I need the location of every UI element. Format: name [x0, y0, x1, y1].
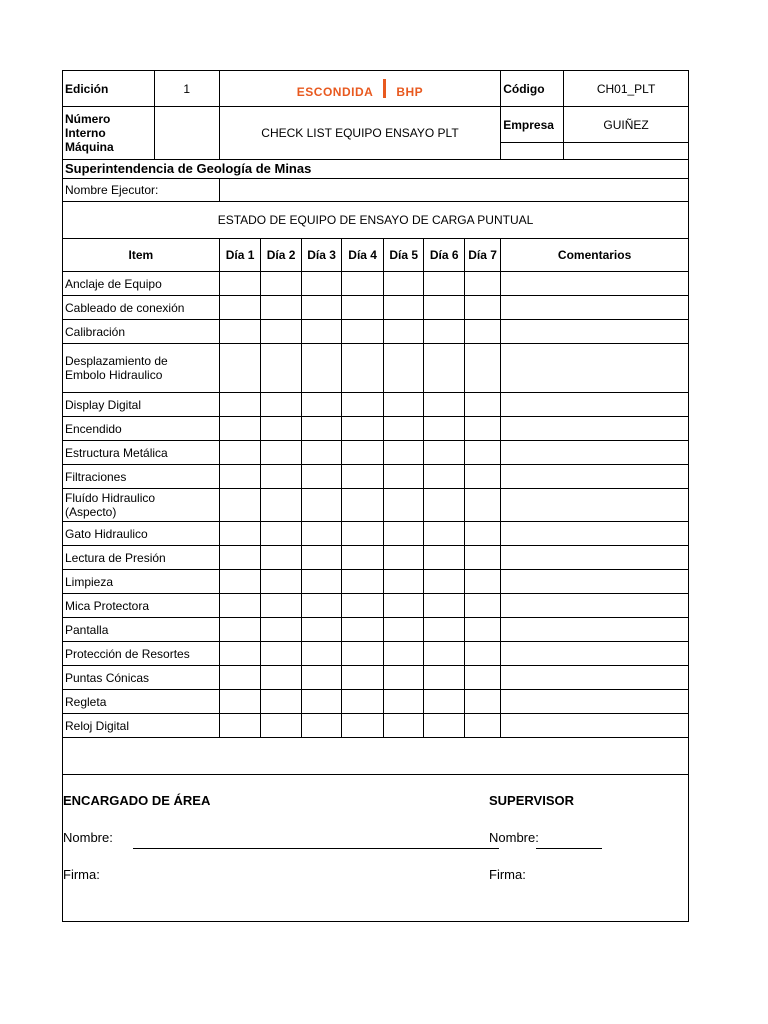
item-label	[63, 393, 220, 417]
item-label-line: Lectura de Presión	[65, 550, 166, 565]
day-4-check-cell[interactable]	[342, 690, 384, 714]
item-label-line: Protección de Resortes	[65, 646, 190, 661]
day-4-check-cell[interactable]	[342, 272, 384, 296]
day-7-check-cell[interactable]	[464, 570, 500, 594]
day-6-check-cell[interactable]	[424, 642, 465, 666]
item-label	[63, 690, 220, 714]
table-row	[63, 642, 689, 666]
day-5-check-cell[interactable]	[383, 594, 424, 618]
day-2-check-cell[interactable]	[261, 570, 302, 594]
day-6-check-cell[interactable]	[424, 522, 465, 546]
item-label-line: Regleta	[65, 694, 107, 709]
numero-interno-label: Número Interno Máquina	[63, 107, 155, 160]
item-label-line: Anclaje de Equipo	[65, 276, 162, 291]
day-5-check-cell[interactable]	[383, 642, 424, 666]
comments-cell[interactable]	[501, 296, 689, 320]
comments-cell[interactable]	[501, 570, 689, 594]
company-logo	[219, 71, 500, 107]
day-4-check-cell[interactable]	[342, 570, 384, 594]
day-6-check-cell[interactable]	[424, 441, 465, 465]
day-4-check-cell[interactable]	[342, 465, 384, 489]
day-6-check-cell[interactable]	[424, 618, 465, 642]
day-3-check-cell[interactable]	[301, 714, 342, 738]
area-nombre-label: Nombre:	[63, 830, 113, 845]
day-3-check-cell[interactable]	[301, 320, 342, 344]
logo-bhp: BHP	[396, 84, 424, 99]
day-5-check-cell[interactable]	[383, 570, 424, 594]
day-6-check-cell[interactable]	[424, 714, 465, 738]
table-row	[63, 618, 689, 642]
day-7-check-cell[interactable]	[464, 714, 500, 738]
item-label-line: Limpieza	[65, 574, 114, 589]
table-row	[63, 489, 689, 522]
item-label-line: Puntas Cónicas	[65, 670, 150, 685]
table-row	[63, 272, 689, 296]
day-6-check-cell[interactable]	[424, 320, 465, 344]
day-5-check-cell[interactable]	[383, 489, 424, 522]
day-2-check-cell[interactable]	[261, 642, 302, 666]
comments-cell[interactable]	[501, 465, 689, 489]
day-2-check-cell[interactable]	[261, 272, 302, 296]
item-label	[63, 642, 220, 666]
column-header-item: Item	[63, 239, 220, 272]
day-1-check-cell[interactable]	[219, 690, 261, 714]
comments-cell[interactable]	[501, 594, 689, 618]
day-1-check-cell[interactable]	[219, 417, 261, 441]
blank-row	[63, 738, 689, 775]
day-4-check-cell[interactable]	[342, 393, 384, 417]
day-4-check-cell[interactable]	[342, 320, 384, 344]
column-header-day-6: Día 6	[424, 239, 465, 272]
day-4-check-cell[interactable]	[342, 489, 384, 522]
empresa-value: GUIÑEZ	[564, 107, 689, 143]
document-title: CHECK LIST EQUIPO ENSAYO PLT	[219, 107, 500, 160]
day-3-check-cell[interactable]	[301, 642, 342, 666]
comments-cell[interactable]	[501, 489, 689, 522]
day-5-check-cell[interactable]	[383, 546, 424, 570]
day-7-check-cell[interactable]	[464, 546, 500, 570]
comments-cell[interactable]	[501, 546, 689, 570]
table-row	[63, 594, 689, 618]
day-7-check-cell[interactable]	[464, 594, 500, 618]
day-4-check-cell[interactable]	[342, 296, 384, 320]
day-5-check-cell[interactable]	[383, 272, 424, 296]
empty-cell	[501, 143, 564, 160]
day-4-check-cell[interactable]	[342, 522, 384, 546]
table-row	[63, 570, 689, 594]
item-label	[63, 417, 220, 441]
day-6-check-cell[interactable]	[424, 344, 465, 393]
day-7-check-cell[interactable]	[464, 465, 500, 489]
day-4-check-cell[interactable]	[342, 441, 384, 465]
column-header-day-7: Día 7	[464, 239, 500, 272]
item-label	[63, 594, 220, 618]
day-7-check-cell[interactable]	[464, 690, 500, 714]
day-5-check-cell[interactable]	[383, 666, 424, 690]
table-row	[63, 690, 689, 714]
item-label-line: (Aspecto)	[65, 505, 117, 519]
item-label	[63, 344, 220, 393]
day-2-check-cell[interactable]	[261, 594, 302, 618]
day-3-check-cell[interactable]	[301, 393, 342, 417]
item-label-line: Fluído Hidraulico	[65, 491, 156, 505]
day-7-check-cell[interactable]	[464, 272, 500, 296]
day-2-check-cell[interactable]	[261, 465, 302, 489]
day-2-check-cell[interactable]	[261, 690, 302, 714]
column-header-comments: Comentarios	[501, 239, 689, 272]
edicion-value: 1	[154, 71, 219, 107]
comments-cell[interactable]	[501, 522, 689, 546]
area-firma-label: Firma:	[63, 867, 100, 882]
day-4-check-cell[interactable]	[342, 618, 384, 642]
day-6-check-cell[interactable]	[424, 594, 465, 618]
day-3-check-cell[interactable]	[301, 489, 342, 522]
day-1-check-cell[interactable]	[219, 393, 261, 417]
day-4-check-cell[interactable]	[342, 666, 384, 690]
numero-interno-value[interactable]	[154, 107, 219, 160]
item-label	[63, 272, 220, 296]
day-3-check-cell[interactable]	[301, 570, 342, 594]
nombre-ejecutor-label: Nombre Ejecutor:	[63, 179, 220, 202]
day-2-check-cell[interactable]	[261, 417, 302, 441]
day-3-check-cell[interactable]	[301, 666, 342, 690]
item-label-line: Embolo Hidraulico	[65, 368, 163, 382]
column-header-day-1: Día 1	[219, 239, 261, 272]
item-label	[63, 666, 220, 690]
day-5-check-cell[interactable]	[383, 618, 424, 642]
supervisor-nombre-line[interactable]	[536, 848, 602, 849]
day-7-check-cell[interactable]	[464, 666, 500, 690]
day-1-check-cell[interactable]	[219, 441, 261, 465]
item-label	[63, 465, 220, 489]
checklist-table	[62, 70, 689, 922]
day-7-check-cell[interactable]	[464, 320, 500, 344]
day-2-check-cell[interactable]	[261, 393, 302, 417]
codigo-value: CH01_PLT	[564, 71, 689, 107]
day-4-check-cell[interactable]	[342, 344, 384, 393]
table-row	[63, 546, 689, 570]
day-1-check-cell[interactable]	[219, 320, 261, 344]
comments-cell[interactable]	[501, 642, 689, 666]
day-7-check-cell[interactable]	[464, 618, 500, 642]
day-3-check-cell[interactable]	[301, 272, 342, 296]
empty-cell	[564, 143, 689, 160]
item-label-line: Pantalla	[65, 622, 109, 637]
day-5-check-cell[interactable]	[383, 296, 424, 320]
day-4-check-cell[interactable]	[342, 594, 384, 618]
day-3-check-cell[interactable]	[301, 522, 342, 546]
table-row	[63, 522, 689, 546]
item-label-line: Gato Hidraulico	[65, 526, 148, 541]
day-6-check-cell[interactable]	[424, 296, 465, 320]
logo-escondida: ESCONDIDA	[296, 84, 374, 99]
day-2-check-cell[interactable]	[261, 320, 302, 344]
day-1-check-cell[interactable]	[219, 594, 261, 618]
superintendencia: Superintendencia de Geología de Minas	[63, 160, 689, 179]
day-3-check-cell[interactable]	[301, 618, 342, 642]
day-3-check-cell[interactable]	[301, 546, 342, 570]
item-label	[63, 546, 220, 570]
column-header-day-3: Día 3	[301, 239, 342, 272]
table-row	[63, 714, 689, 738]
supervisor-firma-label: Firma:	[489, 867, 526, 882]
day-6-check-cell[interactable]	[424, 690, 465, 714]
codigo-label: Código	[501, 71, 564, 107]
day-1-check-cell[interactable]	[219, 546, 261, 570]
comments-cell[interactable]	[501, 618, 689, 642]
day-2-check-cell[interactable]	[261, 296, 302, 320]
day-5-check-cell[interactable]	[383, 320, 424, 344]
day-3-check-cell[interactable]	[301, 344, 342, 393]
day-1-check-cell[interactable]	[219, 296, 261, 320]
item-label	[63, 441, 220, 465]
day-1-check-cell[interactable]	[219, 570, 261, 594]
day-2-check-cell[interactable]	[261, 714, 302, 738]
item-label	[63, 489, 220, 522]
day-3-check-cell[interactable]	[301, 296, 342, 320]
item-label	[63, 296, 220, 320]
day-5-check-cell[interactable]	[383, 441, 424, 465]
day-5-check-cell[interactable]	[383, 522, 424, 546]
table-row	[63, 393, 689, 417]
day-6-check-cell[interactable]	[424, 546, 465, 570]
day-5-check-cell[interactable]	[383, 417, 424, 441]
item-label	[63, 618, 220, 642]
table-row	[63, 296, 689, 320]
day-3-check-cell[interactable]	[301, 465, 342, 489]
table-row	[63, 666, 689, 690]
area-nombre-line[interactable]	[133, 848, 499, 849]
table-row	[63, 441, 689, 465]
day-7-check-cell[interactable]	[464, 296, 500, 320]
day-3-check-cell[interactable]	[301, 441, 342, 465]
day-1-check-cell[interactable]	[219, 465, 261, 489]
day-4-check-cell[interactable]	[342, 546, 384, 570]
day-7-check-cell[interactable]	[464, 417, 500, 441]
day-1-check-cell[interactable]	[219, 489, 261, 522]
item-label	[63, 320, 220, 344]
item-label-line: Mica Protectora	[65, 598, 150, 613]
day-2-check-cell[interactable]	[261, 441, 302, 465]
day-7-check-cell[interactable]	[464, 441, 500, 465]
section-title: ESTADO DE EQUIPO DE ENSAYO DE CARGA PUNTUAL	[63, 202, 689, 239]
empresa-label: Empresa	[501, 107, 564, 143]
day-1-check-cell[interactable]	[219, 714, 261, 738]
comments-cell[interactable]	[501, 714, 689, 738]
comments-cell[interactable]	[501, 417, 689, 441]
day-2-check-cell[interactable]	[261, 344, 302, 393]
day-7-check-cell[interactable]	[464, 344, 500, 393]
supervisor-title: SUPERVISOR	[489, 793, 575, 808]
day-2-check-cell[interactable]	[261, 522, 302, 546]
day-4-check-cell[interactable]	[342, 714, 384, 738]
day-5-check-cell[interactable]	[383, 344, 424, 393]
day-4-check-cell[interactable]	[342, 417, 384, 441]
item-label	[63, 522, 220, 546]
day-6-check-cell[interactable]	[424, 272, 465, 296]
day-1-check-cell[interactable]	[219, 272, 261, 296]
day-1-check-cell[interactable]	[219, 642, 261, 666]
item-label	[63, 714, 220, 738]
area-manager-title: ENCARGADO DE ÁREA	[63, 793, 211, 808]
table-row	[63, 344, 689, 393]
supervisor-nombre-label: Nombre:	[489, 830, 539, 845]
day-7-check-cell[interactable]	[464, 642, 500, 666]
column-header-day-4: Día 4	[342, 239, 384, 272]
day-2-check-cell[interactable]	[261, 666, 302, 690]
day-1-check-cell[interactable]	[219, 618, 261, 642]
day-6-check-cell[interactable]	[424, 666, 465, 690]
day-6-check-cell[interactable]	[424, 465, 465, 489]
day-7-check-cell[interactable]	[464, 393, 500, 417]
comments-cell[interactable]	[501, 441, 689, 465]
item-label-line: Reloj Digital	[65, 718, 130, 733]
item-label-line: Display Digital	[65, 397, 142, 412]
item-label-line: Calibración	[65, 324, 126, 339]
item-label	[63, 570, 220, 594]
day-4-check-cell[interactable]	[342, 642, 384, 666]
day-1-check-cell[interactable]	[219, 522, 261, 546]
day-6-check-cell[interactable]	[424, 489, 465, 522]
day-6-check-cell[interactable]	[424, 393, 465, 417]
comments-cell[interactable]	[501, 690, 689, 714]
day-1-check-cell[interactable]	[219, 666, 261, 690]
day-6-check-cell[interactable]	[424, 570, 465, 594]
item-label-line: Desplazamiento de	[65, 354, 168, 368]
day-1-check-cell[interactable]	[219, 344, 261, 393]
nombre-ejecutor-field[interactable]	[219, 179, 688, 202]
day-6-check-cell[interactable]	[424, 417, 465, 441]
column-header-day-2: Día 2	[261, 239, 302, 272]
day-7-check-cell[interactable]	[464, 522, 500, 546]
item-label-line: Cableado de conexión	[65, 300, 185, 315]
item-label-line: Filtraciones	[65, 469, 127, 484]
table-row	[63, 417, 689, 441]
day-2-check-cell[interactable]	[261, 618, 302, 642]
comments-cell[interactable]	[501, 393, 689, 417]
item-label-line: Encendido	[65, 421, 122, 436]
comments-cell[interactable]	[501, 272, 689, 296]
comments-cell[interactable]	[501, 320, 689, 344]
item-label-line: Estructura Metálica	[65, 445, 168, 460]
table-row	[63, 465, 689, 489]
day-5-check-cell[interactable]	[383, 393, 424, 417]
comments-cell[interactable]	[501, 666, 689, 690]
day-3-check-cell[interactable]	[301, 594, 342, 618]
day-3-check-cell[interactable]	[301, 417, 342, 441]
day-5-check-cell[interactable]	[383, 714, 424, 738]
day-5-check-cell[interactable]	[383, 690, 424, 714]
table-row	[63, 320, 689, 344]
signature-area	[63, 775, 689, 922]
day-2-check-cell[interactable]	[261, 546, 302, 570]
day-3-check-cell[interactable]	[301, 690, 342, 714]
comments-cell[interactable]	[501, 344, 689, 393]
day-5-check-cell[interactable]	[383, 465, 424, 489]
edicion-label: Edición	[63, 71, 155, 107]
day-2-check-cell[interactable]	[261, 489, 302, 522]
column-header-day-5: Día 5	[383, 239, 424, 272]
day-7-check-cell[interactable]	[464, 489, 500, 522]
